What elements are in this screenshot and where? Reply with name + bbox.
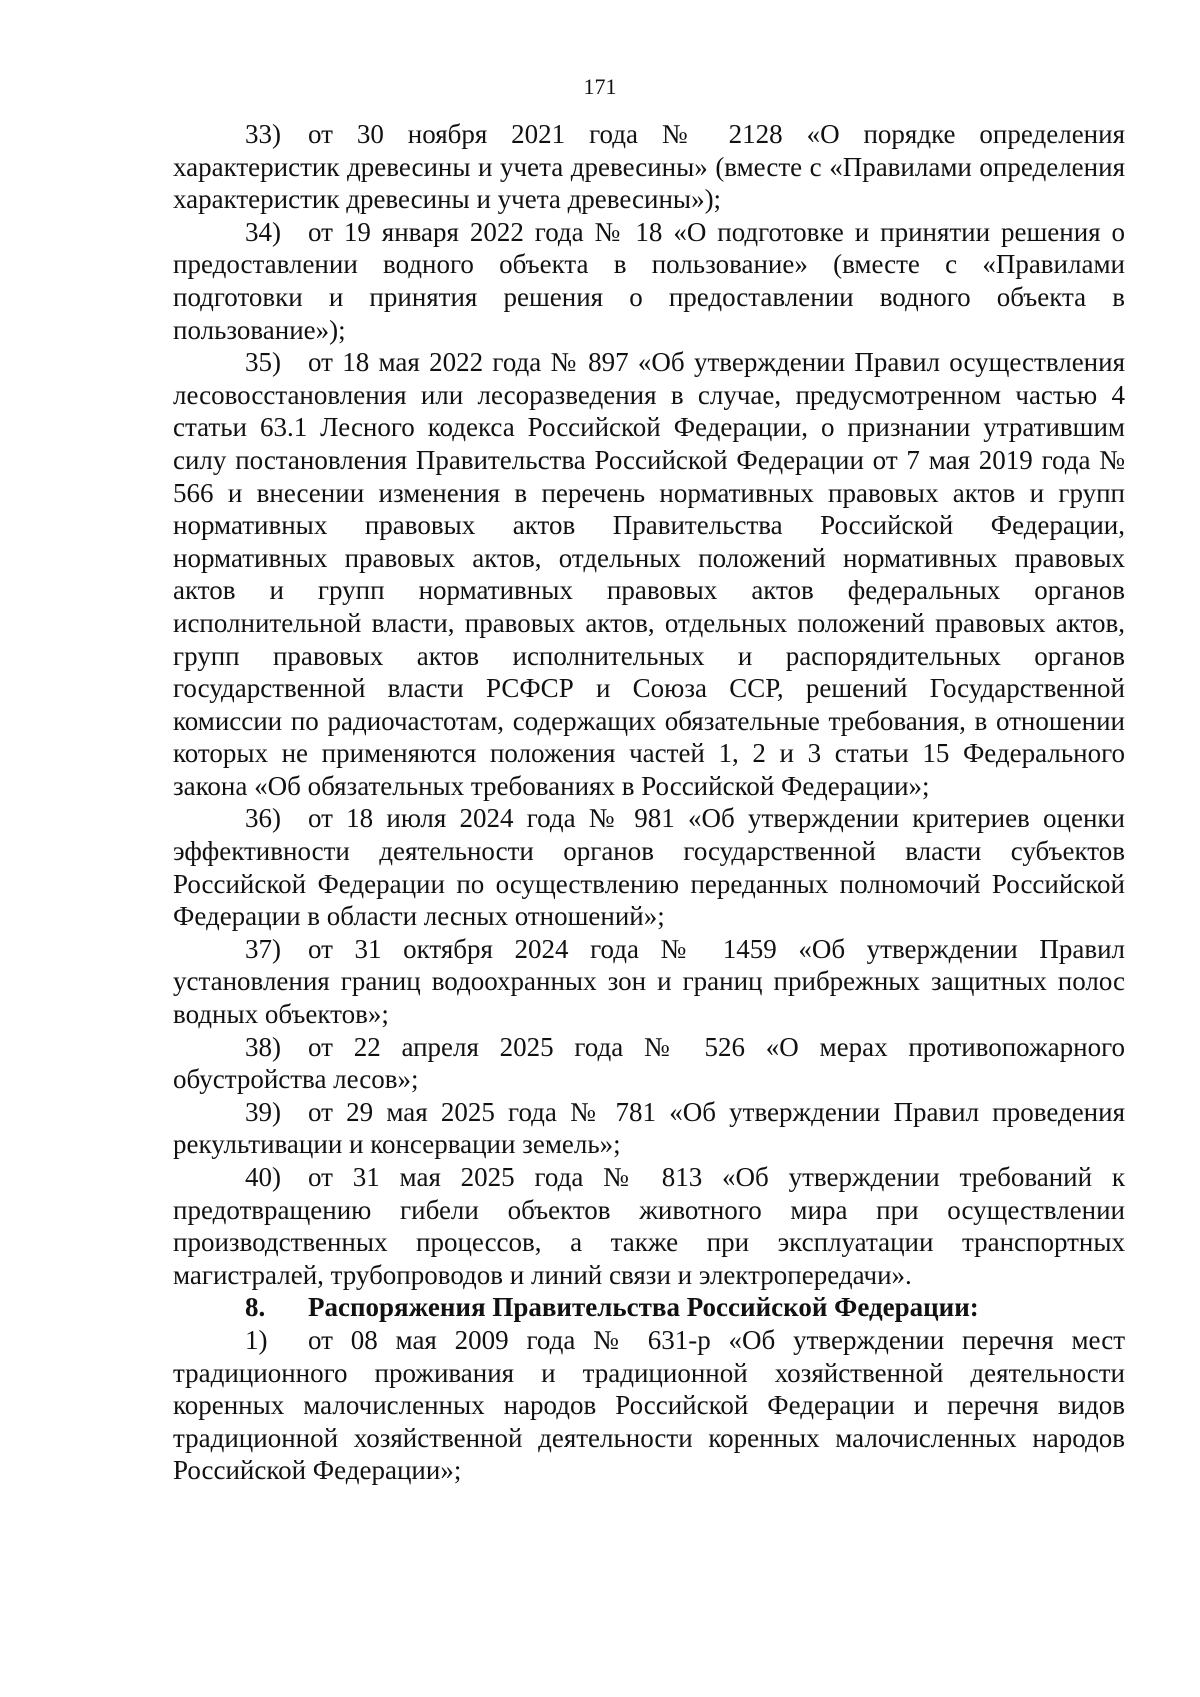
item-number: 33) xyxy=(245,119,281,149)
list-item-38 xyxy=(173,1031,1125,1096)
item-number: 1) xyxy=(245,1324,268,1355)
item-text: от 18 июля 2024 года № 981 «Об утверждении критериев оценки эффективности деятельности органов государственной власти субъектов Российской Федерации по осуществлению переданных полномочий Российской Федерации в области лесных отношений»; xyxy=(173,803,1125,932)
item-number: 34) xyxy=(245,216,281,247)
item-number: 35) xyxy=(245,347,281,378)
item-number: 36) xyxy=(245,803,281,834)
list-item-36 xyxy=(173,802,1125,932)
list-item-37 xyxy=(173,933,1125,1031)
item-text: от 31 октября 2024 года № 1459 «Об утверждении Правил установления границ водоохранных зон и границ прибрежных защитных полос водных объектов»; xyxy=(173,933,1125,1030)
item-text: от 22 апреля 2025 года № 526 «О мерах противопожарного обустройства лесов»; xyxy=(173,1031,1125,1095)
item-text: от 08 мая 2009 года № 631-р «Об утверждении перечня мест традиционного проживания и традиционной хозяйственной деятельности коренных малочисленных народов Российской Федерации и перечня видов традиционной хозяйственной деятельности коренных малочисленных народов Российской Федерации»; xyxy=(173,1324,1125,1486)
page-number: 171 xyxy=(583,74,617,99)
item-number: 40) xyxy=(245,1162,281,1192)
list-item-33 xyxy=(173,118,1125,216)
list-item-39 xyxy=(173,1096,1125,1161)
section8-list-item-1 xyxy=(173,1324,1125,1487)
item-number: 37) xyxy=(245,933,281,964)
list-item-35 xyxy=(173,346,1125,802)
item-text: от 29 мая 2025 года № 781 «Об утверждении Правил проведения рекультивации и консервации земель»; xyxy=(173,1096,1125,1160)
item-number: 38) xyxy=(245,1031,281,1062)
section-number: 8. xyxy=(245,1292,266,1323)
section-title: Распоряжения Правительства Российской Федерации: xyxy=(308,1292,979,1323)
item-text: от 19 января 2022 года № 18 «О подготовке и принятии решения о предоставлении водного объекта в пользование» (вместе с «Правилами подготовки и принятия решения о предоставлении водного объекта в пользование»); xyxy=(173,216,1125,345)
item-text: от 30 ноября 2021 года № 2128 «О порядке определения характеристик древесины и учета древесины» (вместе с «Правилами определения характеристик древесины и учета древесины»); xyxy=(173,119,1125,215)
item-text: от 18 мая 2022 года № 897 «Об утверждении Правил осуществления лесовосстановления или лесоразведения в случае, предусмотренном частью 4 статьи 63.1 Лесного кодекса Российской Федерации, о признании утратившим силу постановления Правительства Российской Федерации от 7 мая 2019 года № 566 и внесении изменения в перечень нормативных правовых актов и групп нормативных правовых актов Правительства Российской Федерации, нормативных правовых актов, отдельных положений нормативных правовых актов и групп нормативных правовых актов федеральных органов исполнительной власти, правовых актов, отдельных положений правовых актов, групп правовых актов исполнительных и распорядительных органов государственной власти РСФСР и Союза ССР, решений Государственной комиссии по радиочастотам, содержащих обязательные требования, в отношении которых не применяются положения частей 1, 2 и 3 статьи 15 Федерального закона «Об обязательных требованиях в Российской Федерации»; xyxy=(173,347,1125,801)
list-item-34 xyxy=(173,216,1125,346)
section-heading xyxy=(173,1291,1125,1324)
item-text: от 31 мая 2025 года № 813 «Об утверждении требований к предотвращению гибели объектов животного мира при осуществлении производственных процессов, а также при эксплуатации транспортных магистралей, трубопроводов и линий связи и электропередачи». xyxy=(173,1162,1125,1290)
list-item-40 xyxy=(173,1161,1125,1291)
document-body xyxy=(173,118,1125,1487)
item-number: 39) xyxy=(245,1096,281,1127)
